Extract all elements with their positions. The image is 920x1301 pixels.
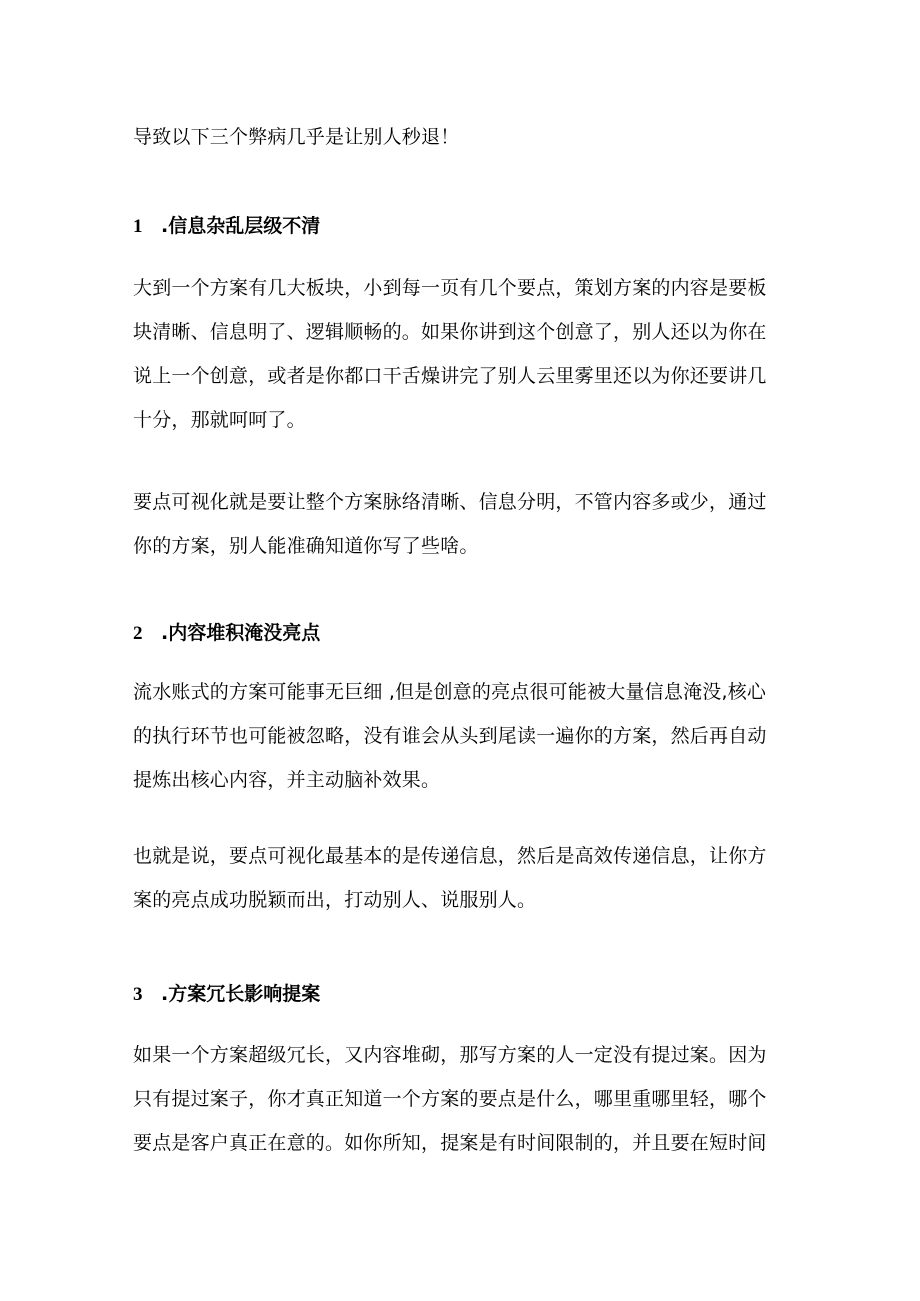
text-line: 的执行环节也可能被忽略，没有谁会从头到尾读一遍你的方案，然后再自动 [133,725,767,747]
section-1-paragraph-2 [133,480,798,568]
text-line: 提炼出核心内容，并主动脑补效果。 [133,769,441,791]
intro-text: 导致以下三个弊病几乎是让别人秒退！ [133,126,460,148]
text-line: 十分，那就呵呵了。 [133,409,306,431]
text-line: 你的方案，别人能准确知道你写了些啥。 [133,535,479,557]
section-3-title: .方案冗长影响提案 [161,983,321,1005]
text-line: 要点是客户真正在意的。如你所知，提案是有时间限制的，并且要在短时间 [133,1132,767,1154]
section-2-heading [133,618,798,649]
text-line: 案的亮点成功脱颖而出，打动别人、说服别人。 [133,889,537,911]
section-2-number: 2 [133,623,143,644]
text-line: 大到一个方案有几大板块，小到每一页有几个要点，策划方案的内容是要板 [133,277,767,299]
text-line: 只有提过案子，你才真正知道一个方案的要点是什么，哪里重哪里轻，哪个 [133,1088,767,1110]
section-1-title: .信息杂乱层级不清 [161,215,321,237]
section-1-number: 1 [133,216,143,237]
section-3-paragraph-1 [133,1033,798,1165]
text-line: 块清晰、信息明了、逻辑顺畅的。如果你讲到这个创意了，别人还以为你在 [133,321,767,343]
text-line: 流水账式的方案可能事无巨细 ,但是创意的亮点很可能被大量信息淹没,核心 [133,681,767,703]
text-line: 也就是说，要点可视化最基本的是传递信息，然后是高效传递信息，让你方 [133,845,767,867]
section-3-heading [133,979,798,1010]
section-1-paragraph-1 [133,266,798,442]
section-2-paragraph-2 [133,834,798,922]
text-line: 要点可视化就是要让整个方案脉络清晰、信息分明，不管内容多或少，通过 [133,491,767,513]
text-line: 说上一个创意，或者是你都口干舌燥讲完了别人云里雾里还以为你还要讲几 [133,365,767,387]
section-2-title: .内容堆积淹没亮点 [161,622,321,644]
section-3-number: 3 [133,984,143,1005]
text-line: 如果一个方案超级冗长，又内容堆砌，那写方案的人一定没有提过案。因为 [133,1044,767,1066]
section-2-paragraph-1 [133,670,798,802]
section-1-heading [133,211,798,242]
